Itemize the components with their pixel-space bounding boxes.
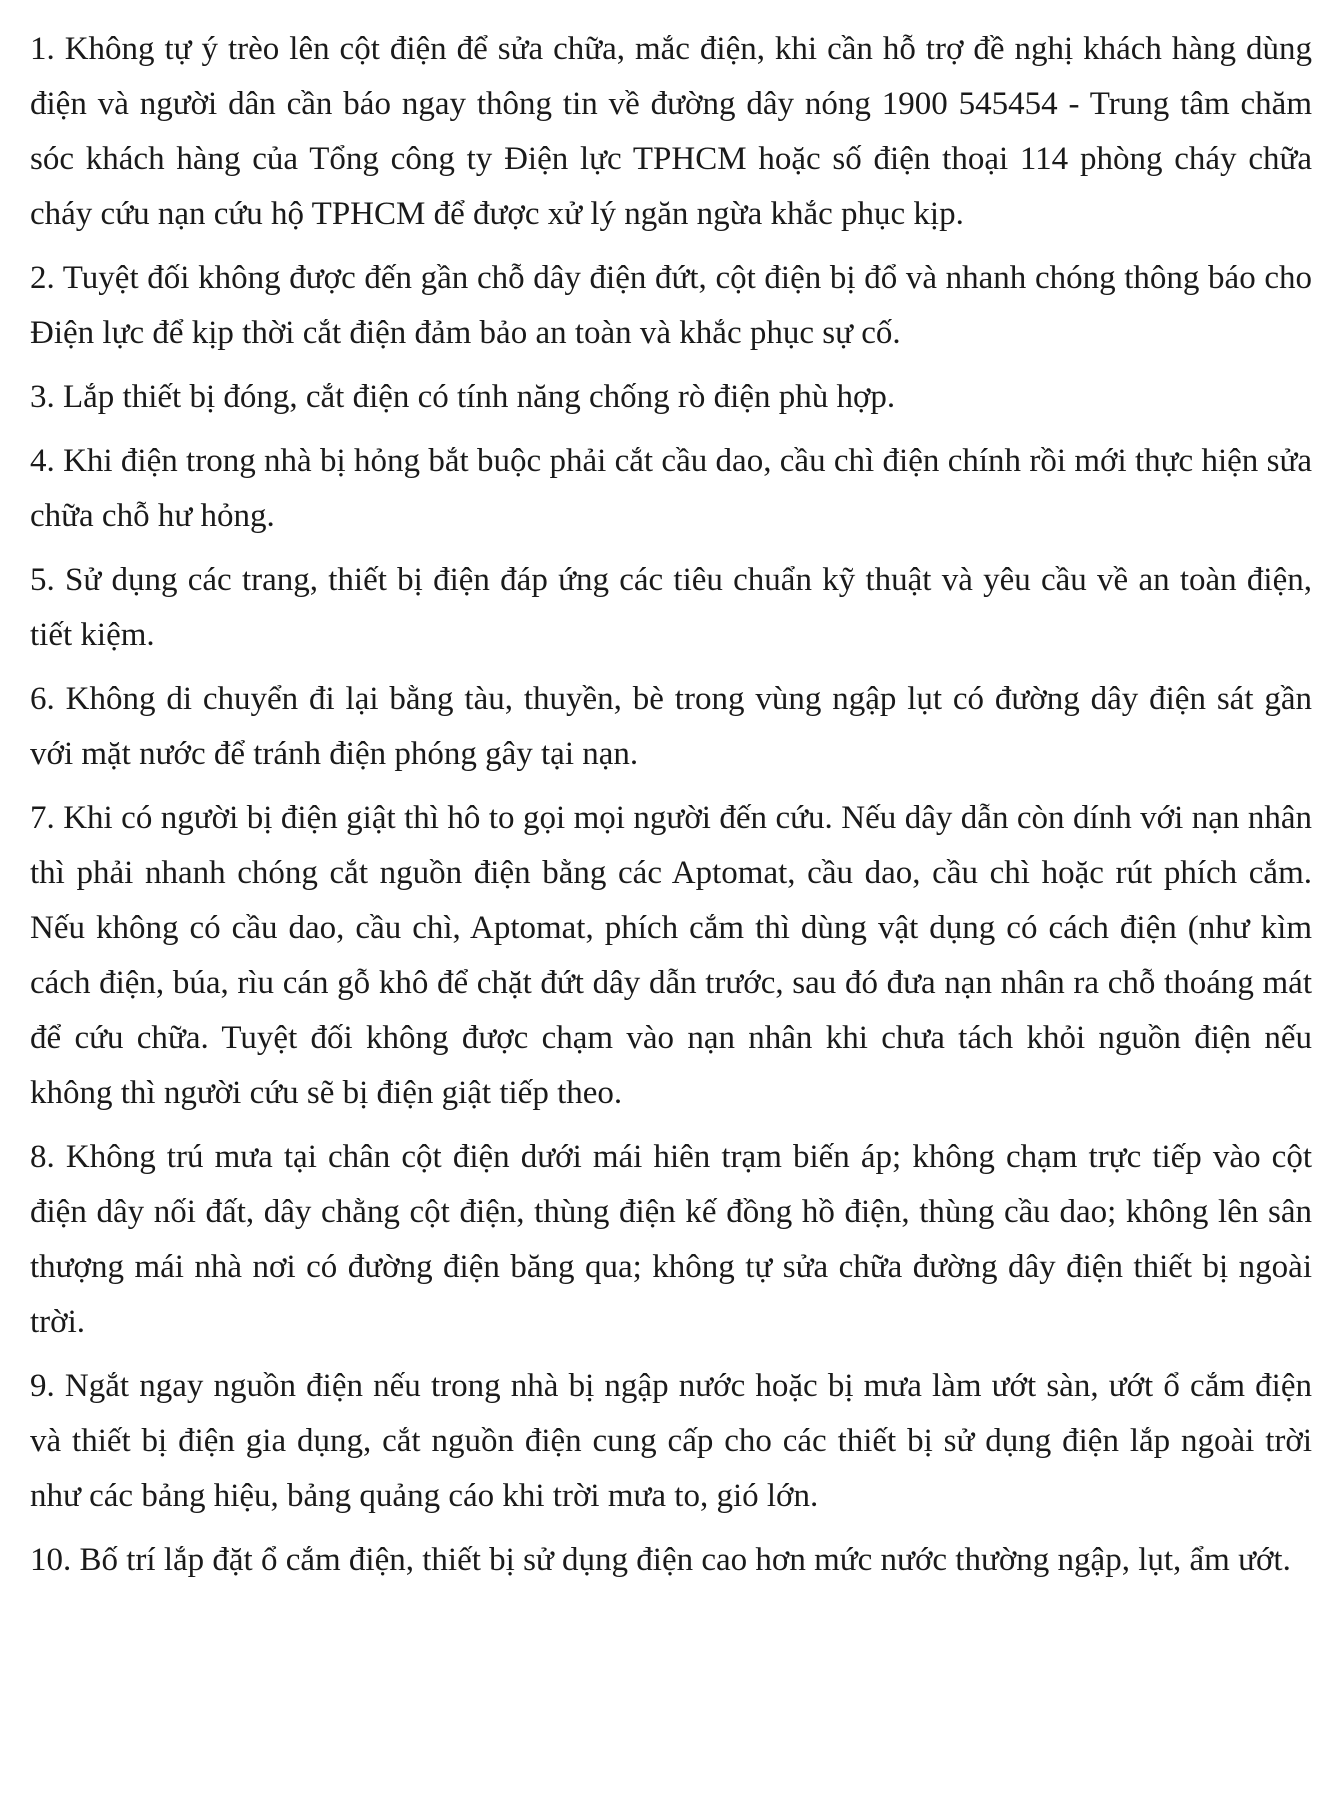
instruction-item-5: 5. Sử dụng các trang, thiết bị điện đáp ứng các tiêu chuẩn kỹ thuật và yêu cầu về an toàn điện, tiết kiệm. bbox=[30, 562, 1312, 653]
instruction-item-1: 1. Không tự ý trèo lên cột điện để sửa chữa, mắc điện, khi cần hỗ trợ đề nghị khách hàng dùng điện và người dân cần báo ngay thông tin về đường dây nóng 1900 545454 - Trung tâm chăm sóc khách hàng của Tổng công ty Điện lực TPHCM hoặc số điện thoại 114 phòng cháy chữa cháy cứu nạn cứu hộ TPHCM để được xử lý ngăn ngừa khắc phục kịp. bbox=[30, 31, 1312, 232]
instruction-item-8: 8. Không trú mưa tại chân cột điện dưới mái hiên trạm biến áp; không chạm trực tiếp vào cột điện dây nối đất, dây chằng cột điện, thùng điện kế đồng hồ điện, thùng cầu dao; không lên sân thượng mái nhà nơi có đường điện băng qua; không tự sửa chữa đường dây điện thiết bị ngoài trời. bbox=[30, 1139, 1312, 1340]
safety-instructions-list bbox=[30, 22, 1312, 1597]
instruction-item-4: 4. Khi điện trong nhà bị hỏng bắt buộc phải cắt cầu dao, cầu chì điện chính rồi mới thực hiện sửa chữa chỗ hư hỏng. bbox=[30, 443, 1312, 534]
instruction-item-10: 10. Bố trí lắp đặt ổ cắm điện, thiết bị sử dụng điện cao hơn mức nước thường ngập, lụt, ẩm ướt. bbox=[30, 1542, 1291, 1578]
instruction-item-3: 3. Lắp thiết bị đóng, cắt điện có tính năng chống rò điện phù hợp. bbox=[30, 379, 896, 415]
instruction-item-6: 6. Không di chuyển đi lại bằng tàu, thuyền, bè trong vùng ngập lụt có đường dây điện sát gần với mặt nước để tránh điện phóng gây tại nạn. bbox=[30, 681, 1312, 772]
instruction-item-7: 7. Khi có người bị điện giật thì hô to gọi mọi người đến cứu. Nếu dây dẫn còn dính với nạn nhân thì phải nhanh chóng cắt nguồn điện bằng các Aptomat, cầu dao, cầu chì hoặc rút phích cắm. Nếu không có cầu dao, cầu chì, Aptomat, phích cắm thì dùng vật dụng có cách điện (như kìm cách điện, búa, rìu cán gỗ khô để chặt đứt dây dẫn trước, sau đó đưa nạn nhân ra chỗ thoáng mát để cứu chữa. Tuyệt đối không được chạm vào nạn nhân khi chưa tách khỏi nguồn điện nếu không thì người cứu sẽ bị điện giật tiếp theo. bbox=[30, 800, 1312, 1111]
instruction-item-2: 2. Tuyệt đối không được đến gần chỗ dây điện đứt, cột điện bị đổ và nhanh chóng thông báo cho Điện lực để kịp thời cắt điện đảm bảo an toàn và khắc phục sự cố. bbox=[30, 260, 1312, 351]
instruction-item-9: 9. Ngắt ngay nguồn điện nếu trong nhà bị ngập nước hoặc bị mưa làm ướt sàn, ướt ổ cắm điện và thiết bị điện gia dụng, cắt nguồn điện cung cấp cho các thiết bị sử dụng điện lắp ngoài trời như các bảng hiệu, bảng quảng cáo khi trời mưa to, gió lớn. bbox=[30, 1368, 1312, 1514]
